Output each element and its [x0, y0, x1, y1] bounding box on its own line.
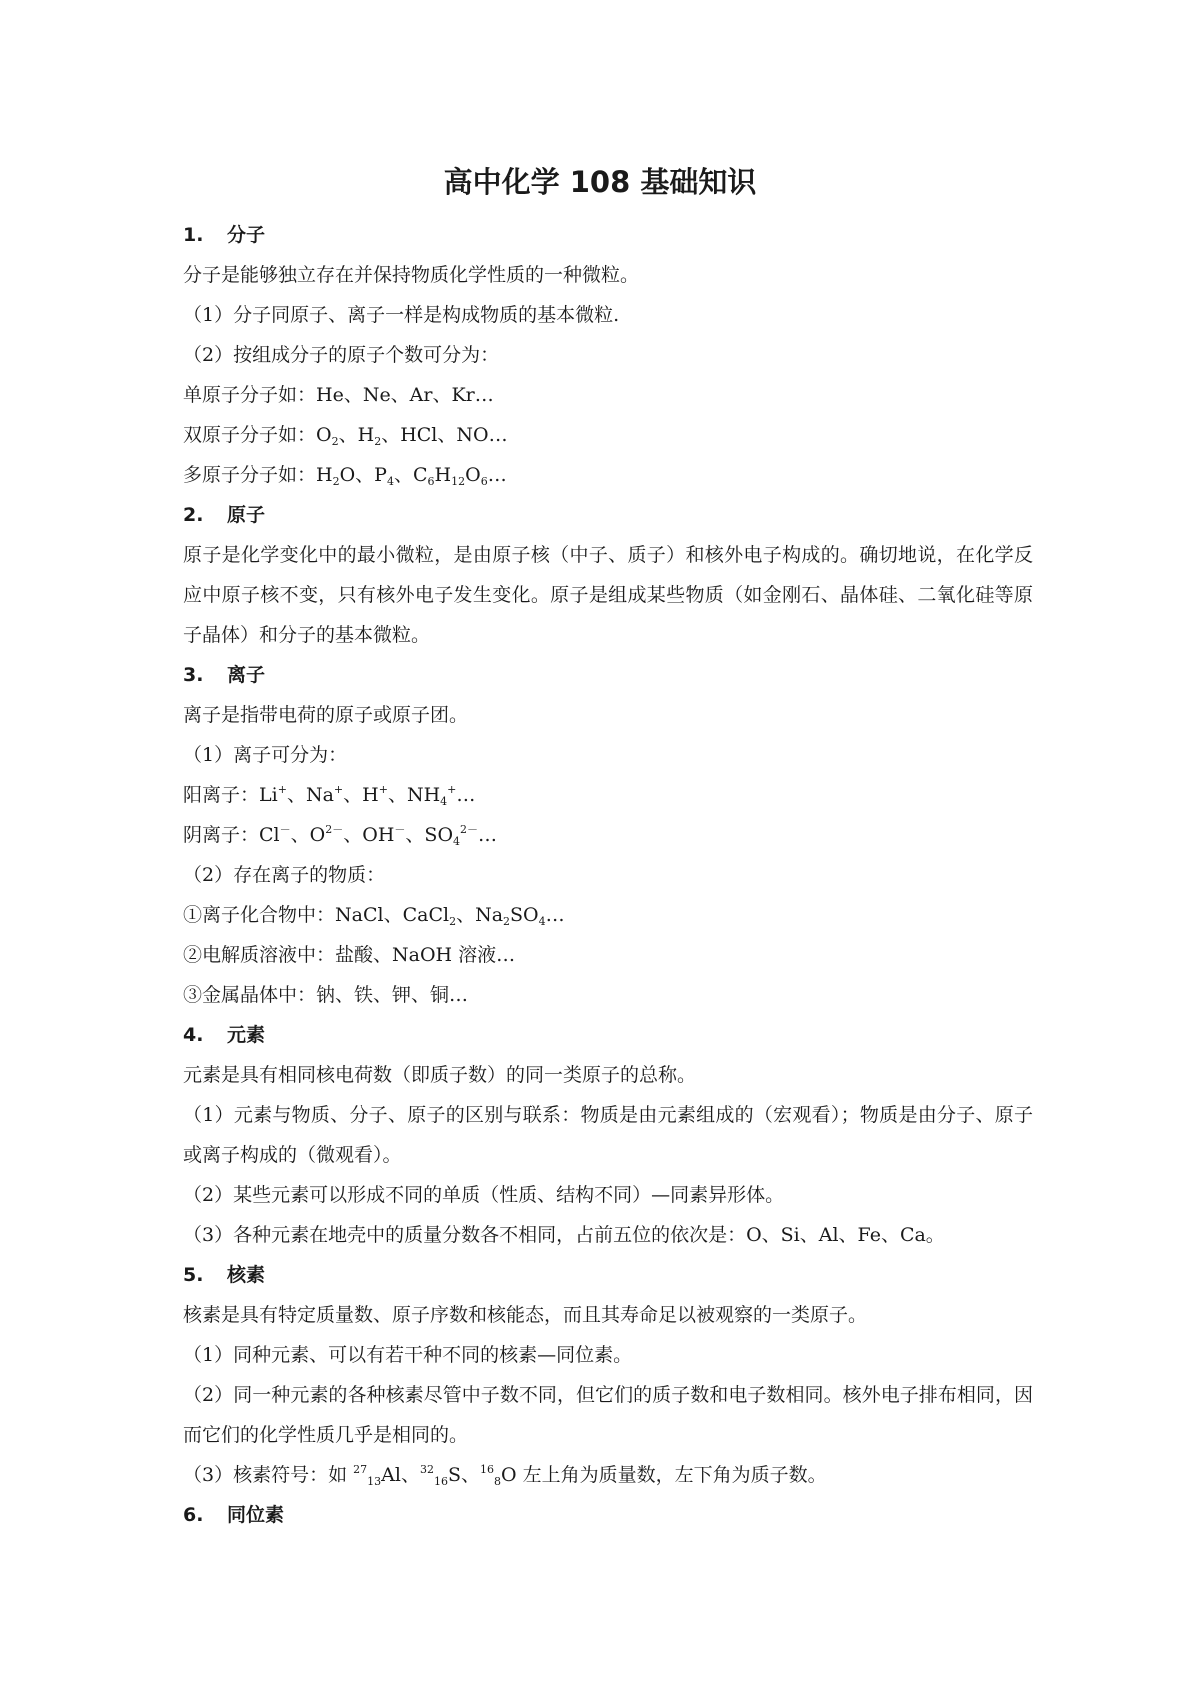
- section-title: 原子: [227, 504, 266, 526]
- section-heading-molecule: [183, 215, 1033, 255]
- section-number: 2.: [183, 504, 204, 526]
- paragraph: （1）同种元素、可以有若干种不同的核素—同位素。: [183, 1344, 633, 1366]
- section-heading-nuclide: [183, 1255, 1033, 1295]
- paragraph: （2）同一种元素的各种核素尽管中子数不同，但它们的质子数和电子数相同。核外电子排布相同，因而它们的化学性质几乎是相同的。: [183, 1384, 1033, 1446]
- metal-crystal-examples: ③金属晶体中：钠、铁、钾、铜…: [183, 984, 469, 1006]
- paragraph: （1）元素与物质、分子、原子的区别与联系：物质是由元素组成的（宏观看）；物质是由分子、原子或离子构成的（微观看）。: [183, 1104, 1033, 1166]
- paragraph: 原子是化学变化中的最小微粒，是由原子核（中子、质子）和核外电子构成的。确切地说，在化学反应中原子核不变，只有核外电子发生变化。原子是组成某些物质（如金刚石、晶体硅、二氧化硅等原子晶体）和分子的基本微粒。: [183, 544, 1033, 646]
- anion-examples: 阴离子：Cl－、$O^{2-}$、OH－、$SO_4^{2-}\dots$: [183, 823, 498, 848]
- ionic-compound-examples: ①离子化合物中：NaCl、CaCl$_2$、$Na_2SO_4\dots$: [183, 904, 565, 928]
- section-number: 6.: [183, 1504, 204, 1526]
- section-heading-ion: [183, 655, 1033, 695]
- section-title: 同位素: [227, 1504, 285, 1526]
- section-number: 5.: [183, 1264, 204, 1286]
- diatomic-examples: 双原子分子如：$O_2$、$H_2$、HCl、NO…: [183, 424, 508, 448]
- paragraph: （1）离子可分为：: [183, 744, 348, 766]
- section-heading-isotope: [183, 1495, 1033, 1535]
- section-title: 分子: [227, 224, 266, 246]
- paragraph: （2）某些元素可以形成不同的单质（性质、结构不同）—同素异形体。: [183, 1184, 785, 1206]
- section-title: 核素: [227, 1264, 266, 1286]
- section-number: 1.: [183, 224, 204, 246]
- section-heading-element: [183, 1015, 1033, 1055]
- section-title: 离子: [227, 664, 266, 686]
- paragraph: 元素是具有相同核电荷数（即质子数）的同一类原子的总称。: [183, 1064, 697, 1086]
- paragraph: （2）存在离子的物质：: [183, 864, 386, 886]
- cation-examples: 阳离子：Li+、Na+、H+、$NH_4^+\dots$: [183, 783, 476, 808]
- nuclide-symbol-examples: （3）核素符号：如 $^{27}_{13}$Al、$^{32}_{16}$S、$^{16}_8$O 左上角为质量数，左下角为质子数。: [183, 1463, 827, 1488]
- section-number: 4.: [183, 1024, 204, 1046]
- monatomic-examples: 单原子分子如：He、Ne、Ar、Kr…: [183, 384, 494, 406]
- paragraph: （2）按组成分子的原子个数可分为：: [183, 344, 500, 366]
- polyatomic-examples: 多原子分子如：$H_2O$、$P_4$、$C_6H_{12}O_6\dots$: [183, 464, 507, 488]
- paragraph: 分子是能够独立存在并保持物质化学性质的一种微粒。: [183, 264, 640, 286]
- section-number: 3.: [183, 664, 204, 686]
- section-title: 元素: [227, 1024, 266, 1046]
- page-title: 高中化学 108 基础知识: [443, 165, 757, 199]
- paragraph: （3）各种元素在地壳中的质量分数各不相同，占前五位的依次是：O、Si、Al、Fe、Ca。: [183, 1224, 945, 1246]
- paragraph: 离子是指带电荷的原子或原子团。: [183, 704, 469, 726]
- electrolyte-examples: ②电解质溶液中：盐酸、NaOH 溶液…: [183, 944, 516, 966]
- document-body: [183, 215, 1033, 1535]
- paragraph: 核素是具有特定质量数、原子序数和核能态，而且其寿命足以被观察的一类原子。: [183, 1304, 868, 1326]
- section-heading-atom: [183, 495, 1033, 535]
- paragraph: （1）分子同原子、离子一样是构成物质的基本微粒.: [183, 304, 620, 326]
